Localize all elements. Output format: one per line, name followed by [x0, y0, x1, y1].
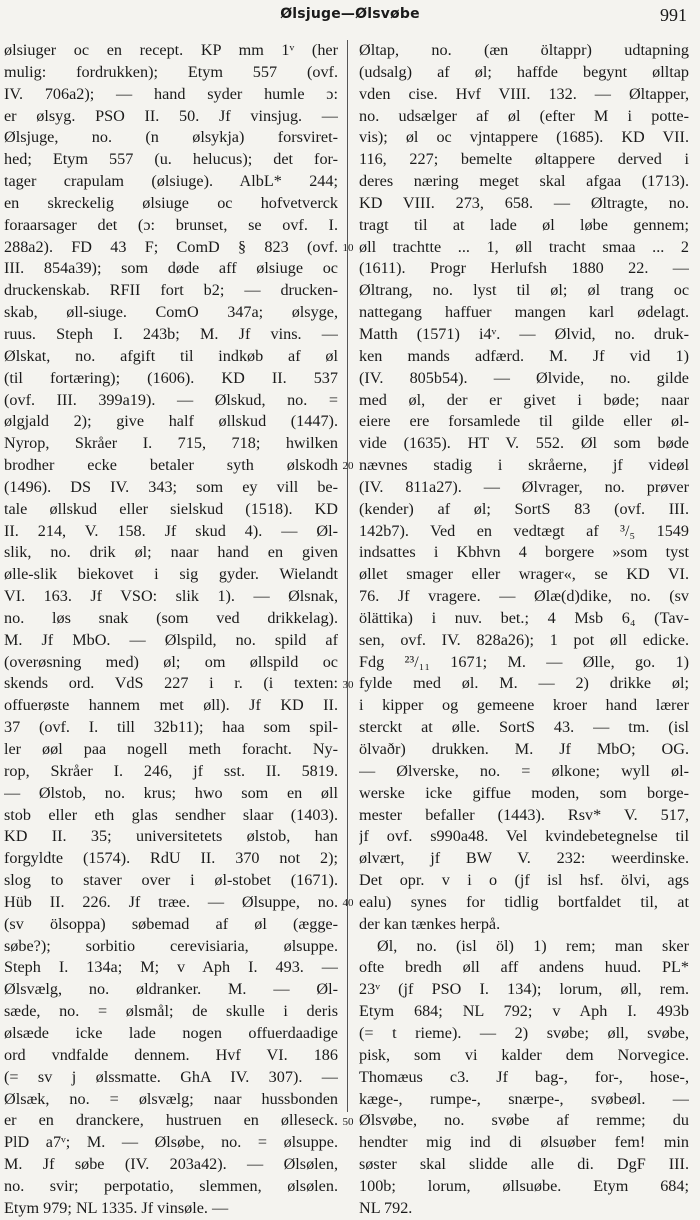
- text-line: sterckt at ølle. SortS 43. — tm. (isl: [359, 718, 689, 737]
- text-line: Øl, no. (isl öl) 1) rem; man sker: [377, 936, 689, 955]
- text-line: PlD a7ᵛ; M. — Ølsøbe, no. = ølsuppe.: [4, 1133, 338, 1152]
- text-line: er en dranckere, hustruen en ølleseck.: [4, 1111, 338, 1130]
- text-line: NL 792.: [359, 1198, 413, 1217]
- left-column: [4, 40, 338, 1220]
- text-line: 23ᵛ (jf PSO I. 134); lorum, øll, rem.: [359, 980, 689, 999]
- text-line: stob eller eth glas sendher slaar (1403).: [4, 805, 338, 824]
- text-line: Ølskat, no. afgift til indkøb af øl: [4, 346, 338, 365]
- text-line: kæge-, rumpe-, snærpe-, svøbeøl. —: [359, 1089, 689, 1108]
- text-line: M. Jf MbO. — Ølspild, no. spild af: [4, 630, 338, 649]
- text-line: Matth (1571) i4ᵛ. — Ølvid, no. druk-: [359, 324, 689, 343]
- text-line: ölättika) i nuv. bet.; 4 Msb 6₄ (Tav-: [359, 608, 689, 627]
- text-line: 37 (ovf. I. till 32b11); haa som spil-: [4, 718, 338, 737]
- page-header: [0, 0, 700, 30]
- text-line: mulig: fordrukken); Etym 557 (ovf.: [4, 62, 338, 81]
- text-line: (kender) af øl; SortS 83 (ovf. III.: [359, 499, 689, 518]
- text-line: indsattes i Kbhvn 4 borgere »som tyst: [359, 543, 689, 562]
- right-column: [359, 40, 689, 1220]
- text-line: sæde, no. = ølsmål; de skulle i deris: [4, 1002, 338, 1021]
- text-line: no. udsælger af øl (efter M i potte-: [359, 106, 689, 125]
- text-line: deres næring meget skal afgaa (1713).: [359, 172, 689, 191]
- text-line: 142b7). Ved en vedtægt af ³/₅ 1549: [359, 521, 689, 540]
- text-line: Hüb II. 226. Jf træe. — Ølsuppe, no.: [4, 892, 338, 911]
- text-line: brodher ecke betaler syth ølskodh: [4, 456, 338, 475]
- text-line: 288a2). FD 43 F; ComD § 823 (ovf.: [4, 237, 338, 256]
- text-line: ølvært, jf BW V. 232: weerdinske.: [359, 849, 689, 868]
- text-line: Øltap, no. (æn öltappr) udtapning: [359, 41, 689, 59]
- text-line: (= t rieme). — 2) svøbe; øll, svøbe,: [359, 1023, 689, 1042]
- text-line: søbe?); sorbitio cerevisiaria, ølsuppe.: [4, 936, 338, 955]
- text-line: ler øøl paa nogell meth foracht. Ny-: [4, 740, 338, 758]
- text-line: ölvaðr) drukken. M. Jf MbO; OG.: [359, 740, 689, 758]
- text-line: ølgjald 2); give half øllskud (1447).: [4, 412, 338, 431]
- page-number: 991: [660, 5, 687, 25]
- text-line: forgyldte (1574). RdU II. 370 not 2);: [4, 849, 338, 868]
- text-line: no. løs snak (som ved drikkelag).: [4, 608, 338, 627]
- text-line: Ølsjuge, no. (n ølsykja) forsviret-: [4, 128, 338, 147]
- text-line: er ølsyg. PSO II. 50. Jf vinsjug. —: [4, 106, 338, 125]
- text-line: 76. Jf vragere. — Ølæ(d)dike, no. (sv: [359, 587, 689, 606]
- text-line: fylde med øl. M. — 2) drikke øl;: [359, 674, 689, 693]
- text-line: vden cise. Hvf VIII. 132. — Øltapper,: [359, 84, 689, 103]
- text-line: slik, no. drik øl; naar hand en given: [4, 543, 338, 562]
- text-line: søster skal slidde alle di. DgF III.: [359, 1155, 689, 1174]
- text-line: ølle-slik biekovet i sig gyder. Wielandt: [4, 565, 338, 584]
- line-number: 50: [342, 1115, 354, 1128]
- text-line: Ølsæk, no. = ølsvælg; naar hussbonden: [4, 1089, 338, 1108]
- text-line: nævnes stadig i skråerne, jf videøl: [359, 456, 689, 475]
- text-line: Thomæus c3. Jf bag-, for-, hose-,: [359, 1067, 689, 1086]
- text-line: tragt til at lade øl løbe gennem;: [359, 215, 689, 234]
- text-line: (ovf. III. 399a19). — Ølskud, no. =: [4, 390, 338, 409]
- text-line: III. 854a39); som døde aff ølsiuge oc: [4, 259, 338, 278]
- text-line: Det opr. v i o (jf isl hsf. ölvi, ags: [359, 871, 689, 890]
- text-line: (1611). Progr Herlufsh 1880 22. —: [359, 259, 689, 278]
- text-line: vis); øl oc vjntappere (1685). KD VII.: [359, 128, 689, 147]
- text-line: KD VIII. 273, 658. — Øltragte, no.: [359, 193, 689, 212]
- text-line: der kan tænkes herpå.: [359, 914, 501, 933]
- text-line: 100b; lorum, øllsuøbe. Etym 684;: [359, 1176, 689, 1195]
- line-number: 40: [342, 897, 354, 910]
- text-line: (sv ölsoppa) søbemad af øl (ægge-: [4, 914, 338, 933]
- text-line: (til fortæring); (1606). KD II. 537: [4, 368, 338, 387]
- text-line: foraarsager det (ɔ: brunset, se ovf. I.: [4, 215, 338, 234]
- text-line: øll trachtte ... 1, øll tracht smaa ... 2: [359, 237, 689, 256]
- text-line: skends ord. VdS 227 i r. (i texten:: [4, 674, 338, 693]
- running-head: Ølsjuge—Ølsvøbe: [280, 6, 420, 22]
- text-line: 116, 227; bemelte øltappere derved i: [359, 150, 689, 169]
- text-line: M. Jf søbe (IV. 203a42). — Ølsølen,: [4, 1155, 338, 1174]
- text-line: ofte bredh øll aff andens huud. PL*: [359, 958, 689, 977]
- text-line: med øl, der er givet i bøde; naar: [359, 390, 689, 409]
- text-line: Ølsvælg, no. øldranker. M. — Øl-: [4, 980, 338, 999]
- text-line: offuerøste hannem met øll). Jf KD II.: [4, 696, 338, 715]
- text-line: nattegang haffuer mangen karl ødelagt.: [359, 303, 689, 322]
- line-number: 10: [342, 241, 354, 254]
- text-line: Nyrop, Skråer I. 715, 718; hwilken: [4, 434, 338, 453]
- text-line: IV. 706a2); — hand syder humle ɔ:: [4, 84, 338, 103]
- text-line: Steph I. 134a; M; v Aph I. 493. —: [4, 958, 338, 977]
- text-line: øllet smager eller wrager«, se KD VI.: [359, 565, 689, 584]
- text-line: jf ovf. s990a48. Vel kvindebetegnelse til: [359, 827, 689, 846]
- text-line: mester befaller (1443). Rsv* V. 517,: [359, 805, 689, 824]
- text-line: Etym 979; NL 1335. Jf vinsøle. —: [4, 1198, 229, 1217]
- text-line: ruus. Steph I. 243b; M. Jf vins. —: [4, 324, 338, 343]
- text-line: Etym 684; NL 792; v Aph I. 493b: [359, 1002, 689, 1021]
- line-number: 20: [342, 460, 354, 473]
- text-line: — Ølstob, no. krus; hwo som en øll: [4, 783, 338, 802]
- text-line: eiere ere forsamlede til gilde eller øl-: [359, 412, 689, 431]
- text-line: no. svir; perpotatio, slemmen, ølsølen.: [4, 1176, 338, 1195]
- text-line: sen, ovf. IV. 828a26); 1 pot øll edicke.: [359, 630, 689, 649]
- text-line: (IV. 811a27). — Ølvrager, no. prøver: [359, 477, 689, 496]
- text-line: hendter mig ind di ølsuøber fem! min: [359, 1133, 689, 1152]
- text-line: werske icke giffue moden, som borge-: [359, 783, 689, 802]
- text-line: (overøsning med) øl; om øllspild oc: [4, 652, 338, 671]
- text-line: hed; Etym 557 (u. helucus); det for-: [4, 150, 338, 169]
- text-line: — Ølverske, no. = ølkone; wyll øl-: [359, 761, 689, 780]
- text-line: ealu) synes for tidlig bortfaldet til, at: [359, 892, 689, 911]
- text-line: vide (1635). HT V. 552. Øl som bøde: [359, 434, 689, 453]
- text-line: tager crapulam (ølsiuge). AlbL* 244;: [4, 172, 338, 191]
- text-line: II. 214, V. 158. Jf skud 4). — Øl-: [4, 521, 338, 540]
- text-line: rop, Skråer I. 246, jf sst. II. 5819.: [4, 761, 338, 780]
- text-line: tale øllskud eller sielskud (1518). KD: [4, 499, 338, 518]
- text-line: ken mands adfærd. M. Jf vid 1): [359, 346, 689, 365]
- text-line: KD II. 35; universitetets ølstob, han: [4, 827, 338, 846]
- text-line: ølsæde icke lade nogen offuerdaadige: [4, 1023, 338, 1042]
- text-line: druckenskab. RFII fort b2; — drucken-: [4, 281, 338, 300]
- text-line: Fdg ²³/₁₁ 1671; M. — Ølle, go. 1): [359, 652, 689, 671]
- text-line: (udsalg) af øl; haffde begynt ølltap: [359, 62, 689, 81]
- text-line: (IV. 805b54). — Ølvide, no. gilde: [359, 368, 689, 387]
- text-line: VI. 163. Jf VSO: slik 1). — Ølsnak,: [4, 587, 338, 606]
- text-line: slog to staver over i øl-stobet (1671).: [4, 871, 338, 890]
- text-line: en skreckelig ølsiuge oc hofvetverck: [4, 193, 338, 212]
- text-line: ord vndfalde dennem. Hvf VI. 186: [4, 1045, 338, 1064]
- text-line: (1496). DS IV. 343; som ey vill be-: [4, 477, 338, 496]
- text-line: pisk, som vi kalder dem Norvegice.: [359, 1045, 689, 1064]
- line-number: 30: [342, 678, 354, 691]
- text-line: Ølsvøbe, no. svøbe af remme; du: [359, 1111, 689, 1130]
- text-line: Øltrang, no. lyst til øl; øl trang oc: [359, 281, 689, 300]
- text-line: i kipper og gemeene kroer hand lærer: [359, 696, 689, 715]
- text-line: skab, øll-siuge. ComO 347a; ølsyge,: [4, 303, 338, 322]
- column-divider: [347, 40, 348, 1112]
- text-line: (= sv j ølssmatte. GhA IV. 307). —: [4, 1067, 338, 1086]
- text-line: ølsiuger oc en recept. KP mm 1ᵛ (her: [4, 41, 338, 59]
